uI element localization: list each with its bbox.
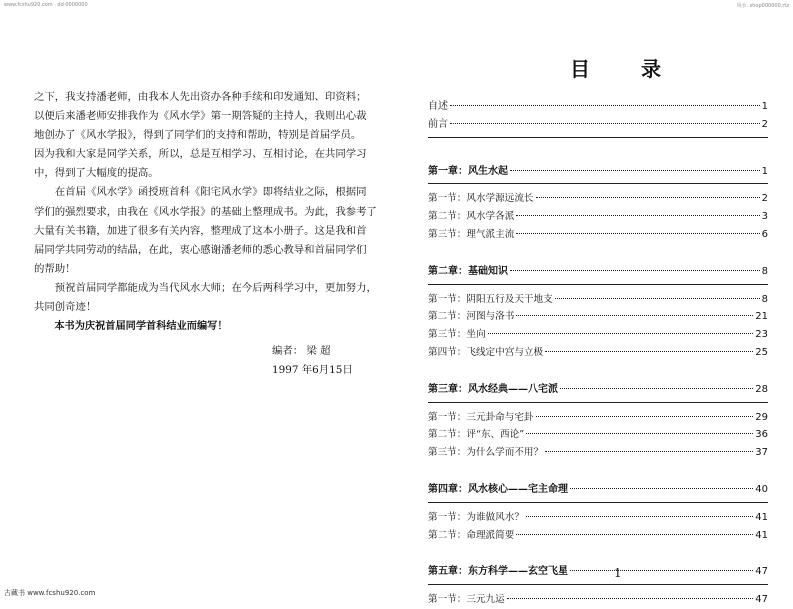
toc-entry[interactable] xyxy=(428,115,768,133)
toc-leader-dots xyxy=(507,598,754,599)
toc-entry-label: 第三节：为什么学而不用？ xyxy=(428,447,544,459)
preface-line: 本书为庆祝首届同学首科结业而编写！ xyxy=(34,321,228,333)
author-line: 编者： 梁 超 xyxy=(272,345,331,358)
toc-entry-page: 1 xyxy=(761,101,768,112)
toc-entry-label: 第二节：命理派简要 xyxy=(428,529,515,541)
toc-group-gap xyxy=(428,544,768,562)
toc-entry-label: 第一节：三元卦命与宅卦 xyxy=(428,411,534,423)
toc-entry[interactable] xyxy=(428,509,768,527)
header-watermark-right: 风水· shop000000.rtz xyxy=(736,3,789,9)
toc-entry[interactable] xyxy=(428,409,768,427)
toc-entry[interactable] xyxy=(428,344,768,362)
toc-entry[interactable] xyxy=(428,562,768,580)
toc-entry[interactable] xyxy=(428,326,768,344)
toc-entry-page: 41 xyxy=(755,511,768,523)
toc-entry[interactable] xyxy=(428,226,768,244)
toc-entry-label: 第二章：基础知识 xyxy=(428,265,508,277)
preface-line: 大量有关书籍，加进了很多有关内容，整理成了这本小册子。这是我和首 xyxy=(34,224,367,237)
preface-line: 共同创奇迹！ xyxy=(34,301,97,314)
toc-divider xyxy=(428,502,768,503)
page-number: 1 xyxy=(614,566,622,580)
toc-entry[interactable] xyxy=(428,291,768,309)
toc-entry[interactable] xyxy=(428,208,768,226)
toc-entry[interactable] xyxy=(428,527,768,545)
toc-leader-dots xyxy=(516,534,753,535)
preface-line: 届同学共同劳动的结晶，在此，衷心感谢潘老师的悉心教导和首届同学们 xyxy=(34,243,367,256)
toc-entry-page: 3 xyxy=(761,211,768,223)
toc-entry-page: 37 xyxy=(755,447,768,459)
toc-entry-page: 47 xyxy=(755,566,768,578)
toc-entry[interactable] xyxy=(428,480,768,498)
toc-entry-page: 36 xyxy=(755,429,768,441)
preface-line: 中，得到了大幅度的提高。 xyxy=(34,167,159,180)
left-page xyxy=(34,88,377,380)
toc-entry-page: 41 xyxy=(755,529,768,541)
toc-entry-label: 第二节：风水学各派 xyxy=(428,211,515,223)
toc-entry[interactable] xyxy=(428,591,768,609)
toc-divider xyxy=(428,584,768,585)
toc-entry[interactable] xyxy=(428,308,768,326)
toc-entry-label: 第三节：坐向 xyxy=(428,329,486,341)
toc-entry-page: 2 xyxy=(761,193,768,205)
preface-line: 学们的强烈要求，由我在《风水学报》的基础上整理成书。为此，我参考了 xyxy=(34,205,377,218)
preface-line: 之下，我支持潘老师，由我本人先出资办各种手续和印发通知、印资料； xyxy=(34,91,367,103)
toc-leader-dots xyxy=(545,351,753,352)
toc-entry-label: 第二节：评“东、西论” xyxy=(428,429,525,441)
toc-group-gap xyxy=(428,362,768,380)
footer-watermark: 古藏书 www.fcshu920.com xyxy=(4,589,96,597)
toc-group-gap xyxy=(428,244,768,262)
toc-entry[interactable] xyxy=(428,380,768,398)
toc-entry-page: 29 xyxy=(755,411,768,423)
toc-leader-dots xyxy=(526,516,753,517)
toc-leader-dots xyxy=(545,451,753,452)
toc-leader-dots xyxy=(536,197,760,198)
toc-entry-page: 1 xyxy=(761,165,768,177)
toc-group-gap xyxy=(428,144,768,162)
toc-divider xyxy=(428,183,768,184)
toc-entry-label: 第一节：为谁做风水？ xyxy=(428,511,524,523)
preface-line: 预祝首届同学都能成为当代风水大师；在今后两科学习中，更加努力， xyxy=(34,281,377,294)
toc-entry-page: 8 xyxy=(761,293,768,305)
toc-entry-label: 第二节：河图与洛书 xyxy=(428,311,515,323)
toc-entry[interactable] xyxy=(428,426,768,444)
toc-entry-page: 40 xyxy=(755,483,768,495)
toc-entry-label: 自述 xyxy=(428,101,448,112)
toc-entry-page: 25 xyxy=(755,346,768,358)
toc-entry[interactable] xyxy=(428,162,768,180)
toc-leader-dots xyxy=(516,215,759,216)
table-of-contents xyxy=(428,97,768,609)
toc-entry[interactable] xyxy=(428,97,768,115)
toc-leader-dots xyxy=(570,570,753,571)
preface-line: 因为我和大家是同学关系，所以，总是互相学习、互相讨论，在共同学习 xyxy=(34,148,367,161)
toc-leader-dots xyxy=(516,315,753,316)
toc-entry-label: 前言 xyxy=(428,118,448,130)
toc-entry-page: 8 xyxy=(761,265,768,277)
toc-leader-dots xyxy=(560,388,753,389)
toc-leader-dots xyxy=(510,170,760,171)
toc-leader-dots xyxy=(450,105,760,106)
toc-group-gap xyxy=(428,462,768,480)
preface-line: 在首届《风水学》函授班首科《阳宅风水学》即将结业之际，根据同 xyxy=(34,186,367,199)
toc-entry-page: 23 xyxy=(755,329,768,341)
toc-entry[interactable] xyxy=(428,262,768,280)
toc-leader-dots xyxy=(536,416,754,417)
toc-title: 目 录 xyxy=(570,57,683,81)
date-line: 1997 年6月15日 xyxy=(272,364,353,377)
toc-leader-dots xyxy=(510,270,760,271)
toc-entry-page: 6 xyxy=(761,228,768,240)
toc-leader-dots xyxy=(516,233,759,234)
toc-entry-label: 第一节：三元九运 xyxy=(428,594,505,606)
toc-entry[interactable] xyxy=(428,444,768,462)
header-watermark-left: www.fcshu920.com · dd·0000000 xyxy=(4,2,88,8)
toc-leader-dots xyxy=(450,123,760,124)
preface-text xyxy=(34,88,377,336)
preface-line: 地创办了《风水学报》，得到了同学们的支持和帮助，特别是首届学员。 xyxy=(34,129,362,142)
toc-entry-label: 第一节：风水学源远流长 xyxy=(428,193,534,205)
toc-leader-dots xyxy=(526,433,753,434)
preface-line: 的帮助！ xyxy=(34,262,76,275)
toc-divider xyxy=(428,402,768,403)
preface-line: 以便后来潘老师安排我作为《风水学》第一期答疑的主持人，我则出心裁 xyxy=(34,110,367,123)
toc-leader-dots xyxy=(488,333,754,334)
toc-entry-label: 第三节：理气派主流 xyxy=(428,228,515,240)
toc-divider xyxy=(428,284,768,285)
toc-entry-page: 2 xyxy=(761,118,768,130)
toc-entry-label: 第四章：风水核心——宅主命理 xyxy=(428,483,568,495)
toc-entry-page: 21 xyxy=(755,311,768,323)
toc-entry-label: 第五章：东方科学——玄空飞星 xyxy=(428,566,568,578)
toc-entry-label: 第一章：风生水起 xyxy=(428,165,508,177)
toc-entry-page: 28 xyxy=(755,383,768,395)
toc-entry-label: 第四节：飞线定中宫与立极 xyxy=(428,346,544,358)
toc-leader-dots xyxy=(555,298,760,299)
toc-leader-dots xyxy=(570,488,753,489)
toc-entry[interactable] xyxy=(428,190,768,208)
toc-entry-label: 第一节：阴阳五行及天干地支 xyxy=(428,293,553,305)
toc-entry-page: 47 xyxy=(755,594,768,606)
toc-entry-label: 第三章：风水经典——八宅派 xyxy=(428,383,558,395)
toc-divider xyxy=(428,137,768,138)
